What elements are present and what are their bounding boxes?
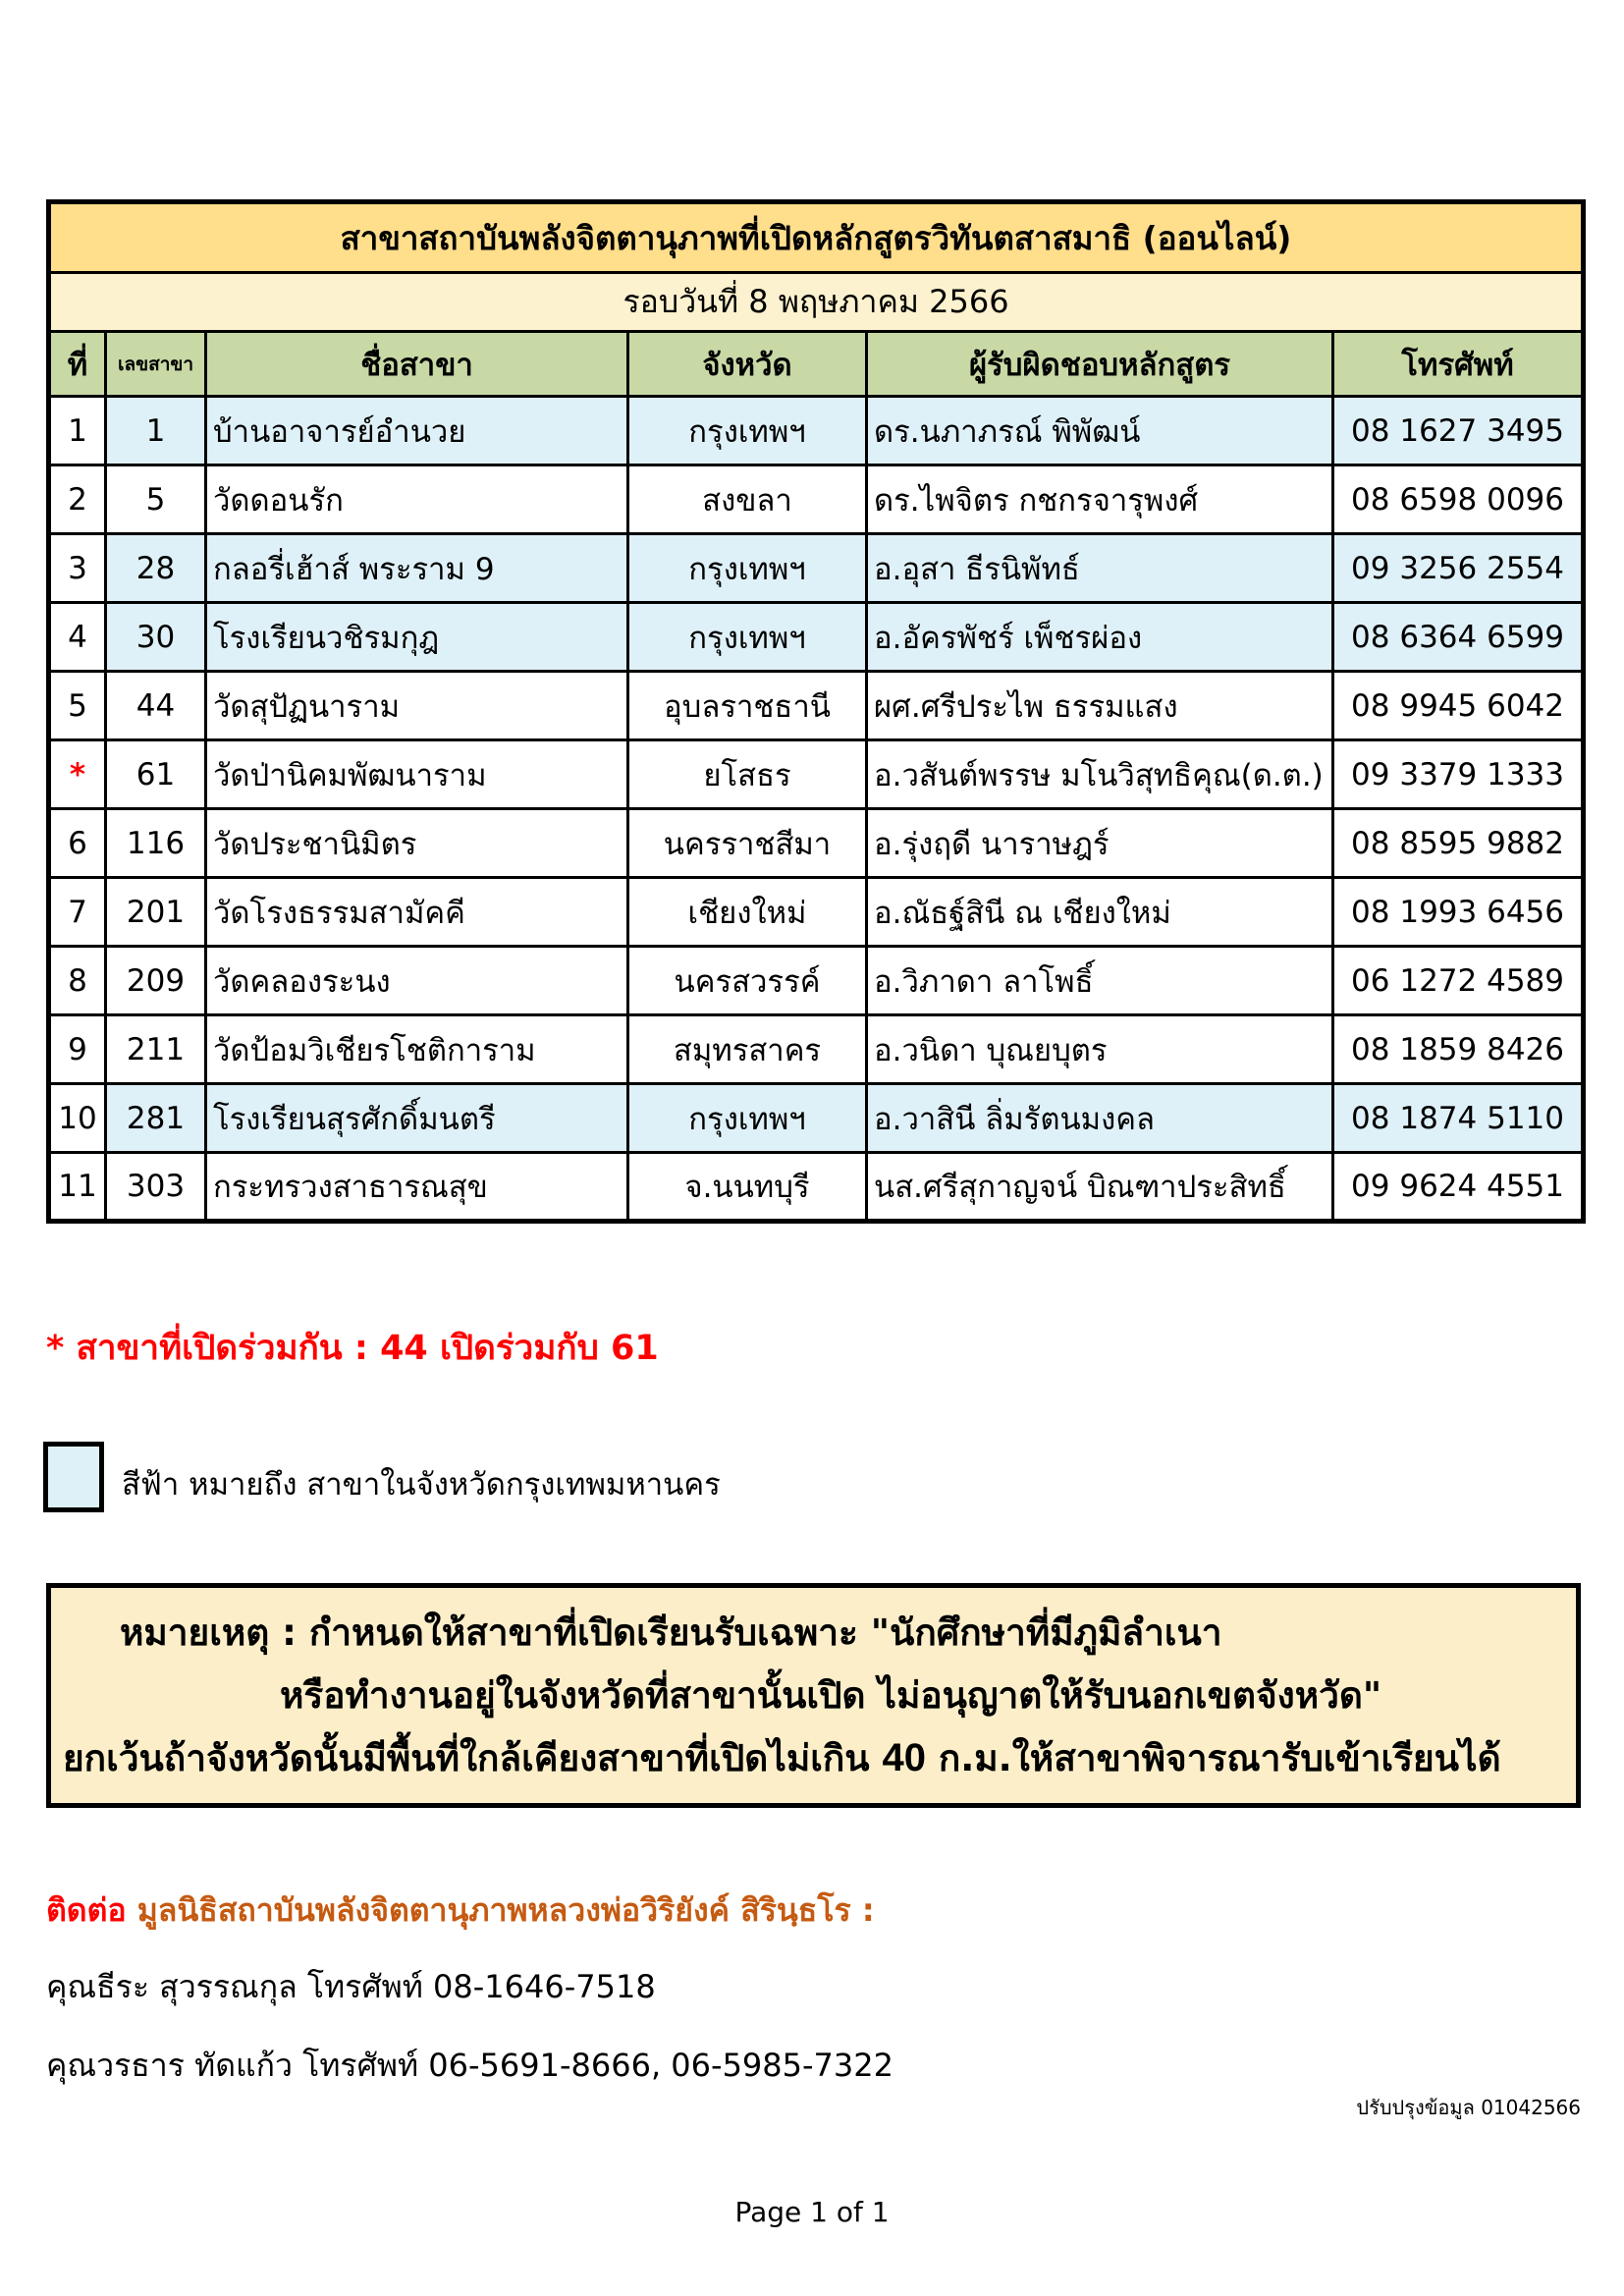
phone-cell: 08 1874 5110 [1333, 1084, 1584, 1153]
row-number-cell: * [49, 740, 106, 809]
branch-number-cell: 209 [106, 947, 206, 1015]
column-header-no: ที่ [49, 332, 106, 397]
row-number-cell: 11 [49, 1153, 106, 1222]
note-line-3-suffix: ก.ม.ให้สาขาพิจารณารับเข้าเรียนได้ [925, 1736, 1501, 1779]
branch-name-cell: วัดดอนรัก [206, 465, 628, 534]
phone-cell: 09 9624 4551 [1333, 1153, 1584, 1222]
province-cell: เชียงใหม่ [628, 878, 867, 947]
branch-table [46, 199, 1586, 1224]
branch-name-cell: โรงเรียนวชิรมกุฎ [206, 603, 628, 672]
table-row [49, 947, 1584, 1015]
row-number-cell: 9 [49, 1015, 106, 1084]
phone-cell: 06 1272 4589 [1333, 947, 1584, 1015]
branch-name-cell: วัดคลองระนง [206, 947, 628, 1015]
table-row [49, 740, 1584, 809]
column-header-province: จังหวัด [628, 332, 867, 397]
note-line-2: หรือทำงานอยู่ในจังหวัดที่สาขานั้นเปิด ไม่อนุญาตให้รับนอกเขตจังหวัด" [280, 1673, 1382, 1717]
table-row [49, 1015, 1584, 1084]
row-number-cell: 7 [49, 878, 106, 947]
note-line-1: หมายเหตุ : กำหนดให้สาขาที่เปิดเรียนรับเฉพาะ "นักศึกษาที่มีภูมิลำเนา [120, 1612, 1222, 1655]
table-title-row [49, 202, 1584, 273]
page-number: Page 1 of 1 [734, 2196, 890, 2228]
table-header-row [49, 332, 1584, 397]
blue-legend-text: สีฟ้า หมายถึง สาขาในจังหวัดกรุงเทพมหานคร [122, 1467, 721, 1503]
contact-header [46, 1886, 875, 1936]
branch-number-cell: 30 [106, 603, 206, 672]
row-number-cell: 8 [49, 947, 106, 1015]
table-subtitle: รอบวันที่ 8 พฤษภาคม 2566 [49, 273, 1584, 332]
branch-name-cell: วัดโรงธรรมสามัคคี [206, 878, 628, 947]
contact-organization: มูลนิธิสถาบันพลังจิตตานุภาพหลวงพ่อวิริยังค์ สิรินฺธโร : [126, 1891, 875, 1929]
branch-name-cell: วัดประชานิมิตร [206, 809, 628, 878]
contact-person-2: คุณวรธาร ทัดแก้ว โทรศัพท์ 06-5691-8666, 06-5985-7322 [46, 2047, 893, 2084]
province-cell: สมุทรสาคร [628, 1015, 867, 1084]
branch-name-cell: กลอรี่เฮ้าส์ พระราม 9 [206, 534, 628, 603]
branch-number-cell: 211 [106, 1015, 206, 1084]
coordinator-cell: อ.วสันต์พรรษ มโนวิสุทธิคุณ(ด.ต.) [867, 740, 1333, 809]
row-number-cell: 2 [49, 465, 106, 534]
province-cell: จ.นนทบุรี [628, 1153, 867, 1222]
table-row [49, 672, 1584, 740]
table-row [49, 465, 1584, 534]
province-cell: ยโสธร [628, 740, 867, 809]
province-cell: กรุงเทพฯ [628, 534, 867, 603]
contact-label: ติดต่อ [46, 1891, 127, 1929]
table-subtitle-row [49, 273, 1584, 332]
column-header-branch-name: ชื่อสาขา [206, 332, 628, 397]
branch-number-cell: 61 [106, 740, 206, 809]
coordinator-cell: อ.อัครพัชร์ เพ็ชรผ่อง [867, 603, 1333, 672]
note-line-3 [59, 1729, 1568, 1787]
table-title: สาขาสถาบันพลังจิตตานุภาพที่เปิดหลักสูตรวิทันตสาสมาธิ (ออนไลน์) [49, 202, 1584, 273]
coordinator-cell: ดร.ไพจิตร กชกรจารุพงศ์ [867, 465, 1333, 534]
phone-cell: 08 6598 0096 [1333, 465, 1584, 534]
coordinator-cell: อ.อุสา ธีรนิพัทธ์ [867, 534, 1333, 603]
phone-cell: 09 3379 1333 [1333, 740, 1584, 809]
branch-number-cell: 1 [106, 397, 206, 465]
branch-number-cell: 281 [106, 1084, 206, 1153]
column-header-coordinator: ผู้รับผิดชอบหลักสูตร [867, 332, 1333, 397]
branch-number-cell: 201 [106, 878, 206, 947]
table-row [49, 397, 1584, 465]
table-row [49, 1153, 1584, 1222]
branch-name-cell: โรงเรียนสุรศักดิ์มนตรี [206, 1084, 628, 1153]
phone-cell: 08 1993 6456 [1333, 878, 1584, 947]
table-row [49, 534, 1584, 603]
note-distance-number: 40 [882, 1735, 926, 1779]
branch-name-cell: วัดป้อมวิเชียรโชติการาม [206, 1015, 628, 1084]
phone-cell: 08 6364 6599 [1333, 603, 1584, 672]
note-line-3-prefix: ยกเว้นถ้าจังหวัดนั้นมีพื้นที่ใกล้เคียงสาขาที่เปิดไม่เกิน [63, 1736, 883, 1779]
row-number-cell: 10 [49, 1084, 106, 1153]
phone-cell: 08 1859 8426 [1333, 1015, 1584, 1084]
data-updated-note: ปรับปรุงข้อมูล 01042566 [1356, 2096, 1581, 2119]
province-cell: นครราชสีมา [628, 809, 867, 878]
table-row [49, 809, 1584, 878]
coordinator-cell: อ.รุ่งฤดี นาราษฎร์ [867, 809, 1333, 878]
branch-number-cell: 5 [106, 465, 206, 534]
note-box [46, 1583, 1581, 1808]
branch-number-cell: 116 [106, 809, 206, 878]
branch-number-cell: 303 [106, 1153, 206, 1222]
branch-name-cell: วัดสุปัฏนาราม [206, 672, 628, 740]
coordinator-cell: อ.วนิดา บุณยบุตร [867, 1015, 1333, 1084]
phone-cell: 09 3256 2554 [1333, 534, 1584, 603]
table-row [49, 1084, 1584, 1153]
blue-legend-swatch [43, 1442, 104, 1512]
province-cell: กรุงเทพฯ [628, 397, 867, 465]
branch-number-cell: 44 [106, 672, 206, 740]
coordinator-cell: อ.วาสินี ลิ่มรัตนมงคล [867, 1084, 1333, 1153]
province-cell: นครสวรรค์ [628, 947, 867, 1015]
phone-cell: 08 9945 6042 [1333, 672, 1584, 740]
phone-cell: 08 8595 9882 [1333, 809, 1584, 878]
contact-person-1: คุณธีระ สุวรรณกุล โทรศัพท์ 08-1646-7518 [46, 1968, 656, 2005]
branch-name-cell: กระทรวงสาธารณสุข [206, 1153, 628, 1222]
branch-name-cell: บ้านอาจารย์อำนวย [206, 397, 628, 465]
coordinator-cell: อ.ณัธฐ์สินี ณ เชียงใหม่ [867, 878, 1333, 947]
coordinator-cell: นส.ศรีสุกาญจน์ บิณฑาประสิทธิ์ [867, 1153, 1333, 1222]
coordinator-cell: ผศ.ศรีประไพ ธรรมแสง [867, 672, 1333, 740]
table-row [49, 603, 1584, 672]
row-number-cell: 4 [49, 603, 106, 672]
row-number-cell: 6 [49, 809, 106, 878]
row-number-cell: 1 [49, 397, 106, 465]
province-cell: กรุงเทพฯ [628, 1084, 867, 1153]
province-cell: อุบลราชธานี [628, 672, 867, 740]
province-cell: กรุงเทพฯ [628, 603, 867, 672]
row-number-cell: 3 [49, 534, 106, 603]
branch-name-cell: วัดป่านิคมพัฒนาราม [206, 740, 628, 809]
column-header-phone: โทรศัพท์ [1333, 332, 1584, 397]
coordinator-cell: ดร.นภาภรณ์ พิพัฒน์ [867, 397, 1333, 465]
province-cell: สงขลา [628, 465, 867, 534]
phone-cell: 08 1627 3495 [1333, 397, 1584, 465]
column-header-branch-no: เลขสาขา [106, 332, 206, 397]
table-row [49, 878, 1584, 947]
coordinator-cell: อ.วิภาดา ลาโพธิ์ [867, 947, 1333, 1015]
branch-number-cell: 28 [106, 534, 206, 603]
shared-branch-note: * สาขาที่เปิดร่วมกัน : 44 เปิดร่วมกับ 61 [46, 1329, 659, 1368]
row-number-cell: 5 [49, 672, 106, 740]
